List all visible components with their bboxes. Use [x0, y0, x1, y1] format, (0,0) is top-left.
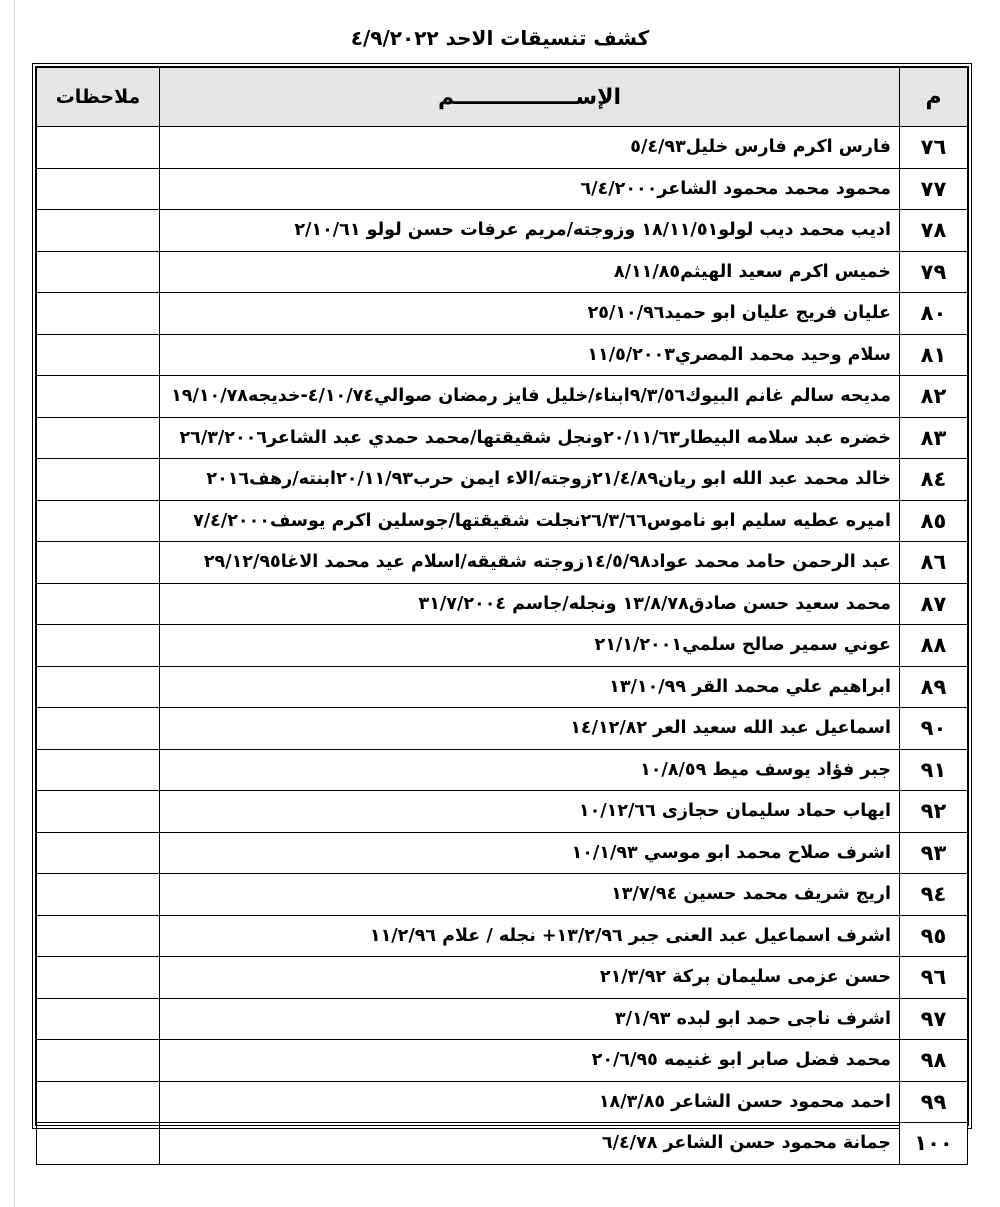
row-number: ٩٤	[900, 874, 968, 916]
table-row	[37, 791, 968, 833]
row-name: مديحه سالم غانم البيوك٩/٣/٥٦ابناء/خليل فايز رمضان صوالي٤/١٠/٧٤-خديجه١٩/١٠/٧٨	[160, 376, 900, 418]
row-name: احمد محمود حسن الشاعر ١٨/٣/٨٥	[160, 1081, 900, 1123]
row-number: ٧٧	[900, 168, 968, 210]
row-notes	[37, 832, 160, 874]
table-row	[37, 500, 968, 542]
table-row	[37, 251, 968, 293]
row-name: اديب محمد ديب لولو١٨/١١/٥١ وزوجته/مريم عرفات حسن لولو ٢/١٠/٦١	[160, 210, 900, 252]
row-notes	[37, 749, 160, 791]
row-name: محمد سعيد حسن صادق١٣/٨/٧٨ ونجله/جاسم ٣١/٧/٢٠٠٤	[160, 583, 900, 625]
row-number: ٩٦	[900, 957, 968, 999]
row-notes	[37, 583, 160, 625]
row-notes	[37, 1040, 160, 1082]
row-number: ٧٦	[900, 127, 968, 169]
header-number: م	[900, 68, 968, 127]
row-notes	[37, 625, 160, 667]
row-number: ٩٩	[900, 1081, 968, 1123]
row-number: ٨٩	[900, 666, 968, 708]
row-notes	[37, 127, 160, 169]
table-row	[37, 293, 968, 335]
header-notes: ملاحظات	[37, 68, 160, 127]
row-number: ٩٣	[900, 832, 968, 874]
table-row	[37, 832, 968, 874]
row-number: ٧٩	[900, 251, 968, 293]
table-row	[37, 168, 968, 210]
row-notes	[37, 334, 160, 376]
table-row	[37, 874, 968, 916]
coordination-table-frame	[32, 63, 972, 1156]
table-row	[37, 915, 968, 957]
table-row	[37, 210, 968, 252]
row-name: خميس اكرم سعيد الهيثم٨/١١/٨٥	[160, 251, 900, 293]
row-name: جمانة محمود حسن الشاعر ٦/٤/٧٨	[160, 1123, 900, 1165]
row-notes	[37, 998, 160, 1040]
row-name: عليان فريج عليان ابو حميد٢٥/١٠/٩٦	[160, 293, 900, 335]
table-row	[37, 334, 968, 376]
table-row	[37, 376, 968, 418]
table-row	[37, 998, 968, 1040]
row-notes	[37, 210, 160, 252]
page-edge	[14, 0, 15, 1207]
table-row	[37, 708, 968, 750]
table-body	[37, 127, 968, 1165]
row-notes	[37, 708, 160, 750]
row-notes	[37, 376, 160, 418]
row-notes	[37, 666, 160, 708]
table-row	[37, 749, 968, 791]
coordination-table	[36, 67, 968, 1165]
table-header-row	[37, 68, 968, 127]
row-notes	[37, 915, 160, 957]
row-notes	[37, 251, 160, 293]
row-name: خالد محمد عبد الله ابو ريان٢١/٤/٨٩زوجته/الاء ايمن حرب٢٠/١١/٩٣ابنته/رهف٢٠١٦	[160, 459, 900, 501]
row-number: ٨٠	[900, 293, 968, 335]
row-number: ٩٥	[900, 915, 968, 957]
row-number: ٧٨	[900, 210, 968, 252]
row-name: اشرف ناجى حمد ابو لبده ٣/١/٩٣	[160, 998, 900, 1040]
header-name: الإســــــــــــــــم	[160, 68, 900, 127]
table-row	[37, 542, 968, 584]
row-name: سلام وحيد محمد المصري١١/٥/٢٠٠٣	[160, 334, 900, 376]
row-name: ايهاب حماد سليمان حجازى ١٠/١٢/٦٦	[160, 791, 900, 833]
row-notes	[37, 874, 160, 916]
row-number: ٩٢	[900, 791, 968, 833]
row-number: ٩٧	[900, 998, 968, 1040]
row-notes	[37, 417, 160, 459]
row-notes	[37, 168, 160, 210]
row-number: ٨٢	[900, 376, 968, 418]
row-name: حسن عزمى سليمان بركة ٢١/٣/٩٢	[160, 957, 900, 999]
row-notes	[37, 1081, 160, 1123]
row-number: ٨١	[900, 334, 968, 376]
row-name: محمد فضل صابر ابو غنيمه ٢٠/٦/٩٥	[160, 1040, 900, 1082]
row-name: عوني سمير صالح سلمي٢١/١/٢٠٠١	[160, 625, 900, 667]
table-row	[37, 666, 968, 708]
table-row	[37, 417, 968, 459]
table-row	[37, 625, 968, 667]
row-number: ٩٠	[900, 708, 968, 750]
row-name: عبد الرحمن حامد محمد عواد١٤/٥/٩٨زوجته شقيقه/اسلام عيد محمد الاغا٢٩/١٢/٩٥	[160, 542, 900, 584]
row-number: ٩٨	[900, 1040, 968, 1082]
row-number: ٨٤	[900, 459, 968, 501]
table-row	[37, 1040, 968, 1082]
row-name: اريج شريف محمد حسين ١٣/٧/٩٤	[160, 874, 900, 916]
document-title: كشف تنسيقات الاحد ٤/٩/٢٠٢٢	[350, 26, 650, 50]
row-number: ٨٧	[900, 583, 968, 625]
table-row	[37, 583, 968, 625]
table-row	[37, 459, 968, 501]
table-row	[37, 1123, 968, 1165]
row-number: ٨٣	[900, 417, 968, 459]
row-name: ابراهيم علي محمد القر ١٣/١٠/٩٩	[160, 666, 900, 708]
row-name: اشرف صلاح محمد ابو موسي ١٠/١/٩٣	[160, 832, 900, 874]
row-number: ١٠٠	[900, 1123, 968, 1165]
table-row	[37, 127, 968, 169]
row-number: ٩١	[900, 749, 968, 791]
row-name: فارس اكرم فارس خليل٥/٤/٩٣	[160, 127, 900, 169]
row-name: جبر فؤاد يوسف ميط ١٠/٨/٥٩	[160, 749, 900, 791]
row-name: اشرف اسماعيل عبد العنى جبر ١٣/٢/٩٦+ نجله / علام ١١/٢/٩٦	[160, 915, 900, 957]
row-notes	[37, 293, 160, 335]
row-notes	[37, 459, 160, 501]
row-number: ٨٦	[900, 542, 968, 584]
row-name: خضره عبد سلامه البيطار٢٠/١١/٦٣ونجل شقيقتها/محمد حمدي عبد الشاعر٢٦/٣/٢٠٠٦	[160, 417, 900, 459]
row-name: محمود محمد محمود الشاعر٦/٤/٢٠٠٠	[160, 168, 900, 210]
row-name: اسماعيل عبد الله سعيد العر ١٤/١٢/٨٢	[160, 708, 900, 750]
table-row	[37, 957, 968, 999]
row-name: اميره عطيه سليم ابو ناموس٢٦/٣/٦٦نجلت شقيقتها/جوسلين اكرم يوسف٧/٤/٢٠٠٠	[160, 500, 900, 542]
table-row	[37, 1081, 968, 1123]
row-notes	[37, 500, 160, 542]
row-notes	[37, 542, 160, 584]
row-number: ٨٨	[900, 625, 968, 667]
row-notes	[37, 957, 160, 999]
row-number: ٨٥	[900, 500, 968, 542]
row-notes	[37, 1123, 160, 1165]
row-notes	[37, 791, 160, 833]
